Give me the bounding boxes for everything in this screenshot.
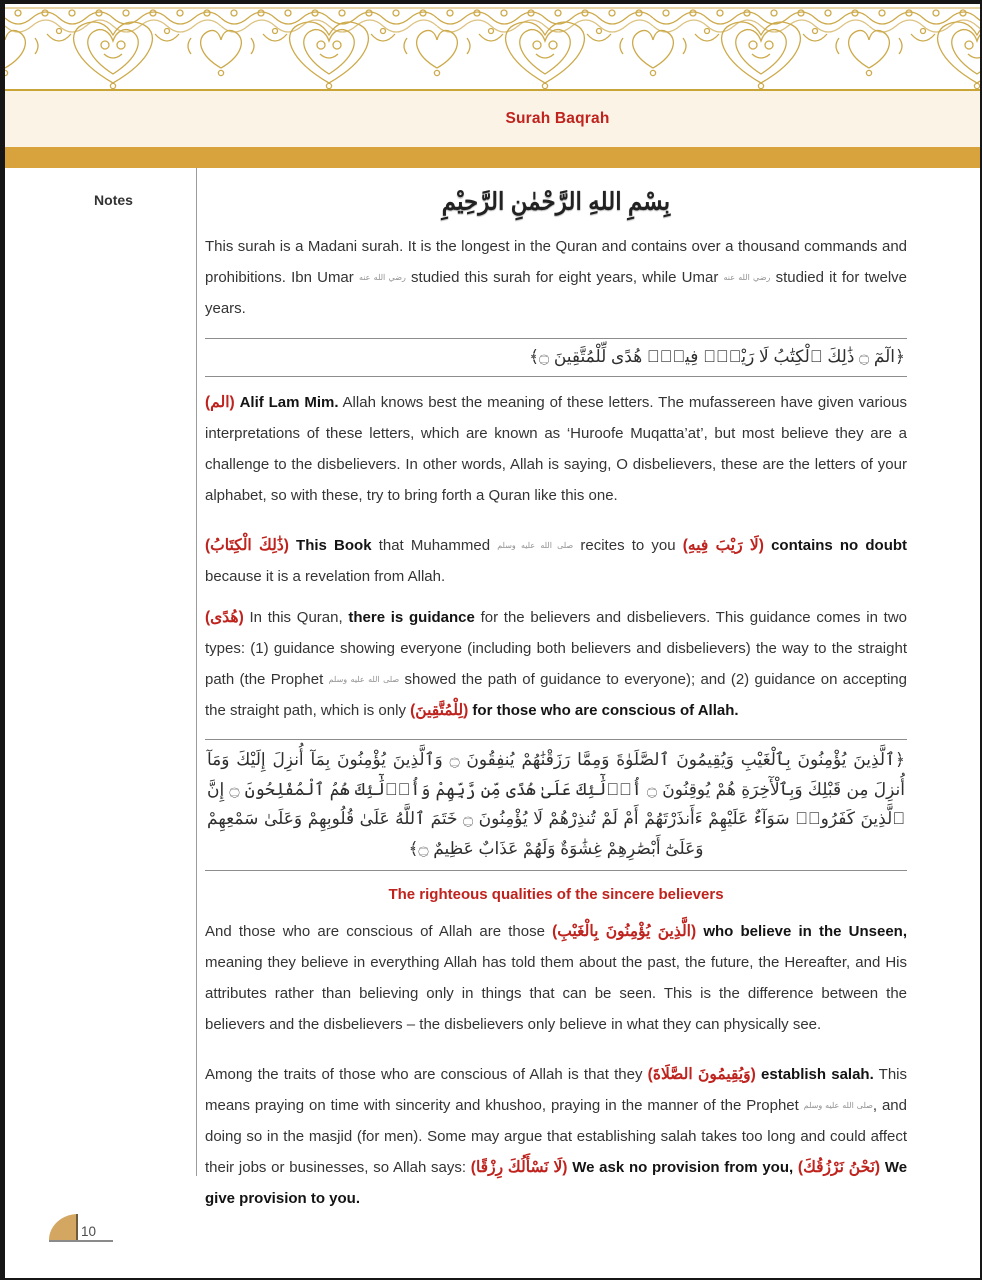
gold-divider-bar bbox=[5, 147, 980, 168]
paragraph-alif-lam-mim: (الم) Alif Lam Mim. Allah knows best the meaning of these letters. The mufassereen have given various interpretations of these letters, which are known as ‘Huroofe Muqatta’at’, but most believe they are a challenge to the disbelievers. In other words, Allah is saying, O disbelievers, these are the letters of your alphabet, so with these, try to bring forth a Quran like this one. bbox=[205, 394, 907, 504]
paragraph-establish-salah: Among the traits of those who are conscious of Allah is that they (وَيُقِيمُونَ الصَّلَاةَ) establish salah. This means praying on time with sincerity and khushoo, praying in the manner of the Prophet صلى الله عليه وسلم, and doing so in the masjid (for men). Some may argue that establishing salah takes too long and could affect their jobs or businesses, so Allah says: (لَا نَسْأَلُكَ رِزْقًا) We ask no provision from you, (نَحْنُ نَرْزُقُكَ) We give provision to you. bbox=[205, 1066, 908, 1207]
header-band bbox=[5, 89, 980, 147]
content-column bbox=[197, 168, 980, 1207]
quran-verse-believers: ﴿ٱلَّذِينَ يُؤْمِنُونَ بِٱلْغَيْبِ وَيُقِيمُونَ ٱلصَّلَوٰةَ وَمِمَّا رَزَقْنَٰهُمْ يُنفِقُونَ ۝ وَٱلَّذِينَ يُؤْمِنُونَ بِمَآ أُنزِلَ إِلَيْكَ وَمَآ أُنزِلَ مِن قَبْلِكَ وَبِٱلْأٓخِرَةِ هُمْ يُوقِنُونَ ۝ أُو۟لَٰٓئِكَ عَلَىٰ هُدًى مِّن رَّبِّهِمْ وَأُو۟لَٰٓئِكَ هُمُ ٱلْمُفْلِحُونَ ۝ إِنَّ ٱلَّذِينَ كَفَرُوا۟ سَوَآءٌ عَلَيْهِمْ ءَأَنذَرْتَهُمْ أَمْ لَمْ تُنذِرْهُمْ لَا يُؤْمِنُونَ ۝ خَتَمَ ٱللَّهُ عَلَىٰ قُلُوبِهِمْ وَعَلَىٰ سَمْعِهِمْ وَعَلَىٰٓ أَبْصَٰرِهِمْ غِشَٰوَةٌ وَلَهُمْ عَذَابٌ عَظِيمٌ ۝﴾ bbox=[207, 750, 906, 858]
section-heading: The righteous qualities of the sincere believers bbox=[388, 886, 724, 903]
quarter-circle-ornament bbox=[49, 1214, 78, 1240]
body bbox=[5, 168, 980, 1207]
horizontal-rule bbox=[205, 376, 907, 377]
bismillah-calligraphy: بِسْمِ اللهِ الرَّحْمٰنِ الرَّحِيْمِ bbox=[441, 187, 671, 215]
quran-verse-alif-lam-mim: ﴿الٓمٓ ۝ ذَٰلِكَ ٱلْكِتَٰبُ لَا رَيْبَۛ فِيهِۛ هُدًى لِّلْمُتَّقِينَ ۝﴾ bbox=[529, 347, 905, 366]
horizontal-rule bbox=[205, 870, 907, 871]
page-number: 10 bbox=[81, 1224, 97, 1239]
intro-paragraph: This surah is a Madani surah. It is the longest in the Quran and contains over a thousand commands and prohibitions. Ibn Umar رضي الله عنه studied this surah for eight years, while Umar رضي الله عنه studied it for twelve years. bbox=[205, 238, 908, 317]
notes-column bbox=[5, 168, 197, 1176]
page-title: Surah Baqrah bbox=[505, 110, 610, 127]
paragraph-guidance: (هُدًى) In this Quran, there is guidance for the believers and disbelievers. This guidance comes in two types: (1) guidance showing everyone (including both believers and disbelievers) the way to the straight path (the Prophet صلى الله عليه وسلم showed the path of guidance to everyone); and (2) guidance on accepting the straight path, which is only (لِلْمُتَّقِينَ) for those who are conscious of Allah. bbox=[205, 609, 907, 719]
page-number-badge bbox=[49, 1214, 113, 1242]
paragraph-believe-unseen: And those who are conscious of Allah are those (الَّذِينَ يُؤْمِنُونَ بِالْغَيْبِ) who believe in the Unseen, meaning they believe in everything Allah has told them about the past, the future, the Hereafter, and His attributes rather than believing only in things that can be seen. This is the difference between the believers and the disbelievers – the disbelievers only believe in what they can physically see. bbox=[205, 923, 908, 1033]
notes-label: Notes bbox=[94, 192, 133, 208]
paragraph-this-book: (ذَٰلِكَ الْكِتَابُ) This Book that Muhammed صلى الله عليه وسلم recites to you (لَا رَيْبَ فِيهِ) contains no doubt because it is a revelation from Allah. bbox=[205, 537, 908, 585]
ornament-lace-border bbox=[5, 4, 980, 89]
